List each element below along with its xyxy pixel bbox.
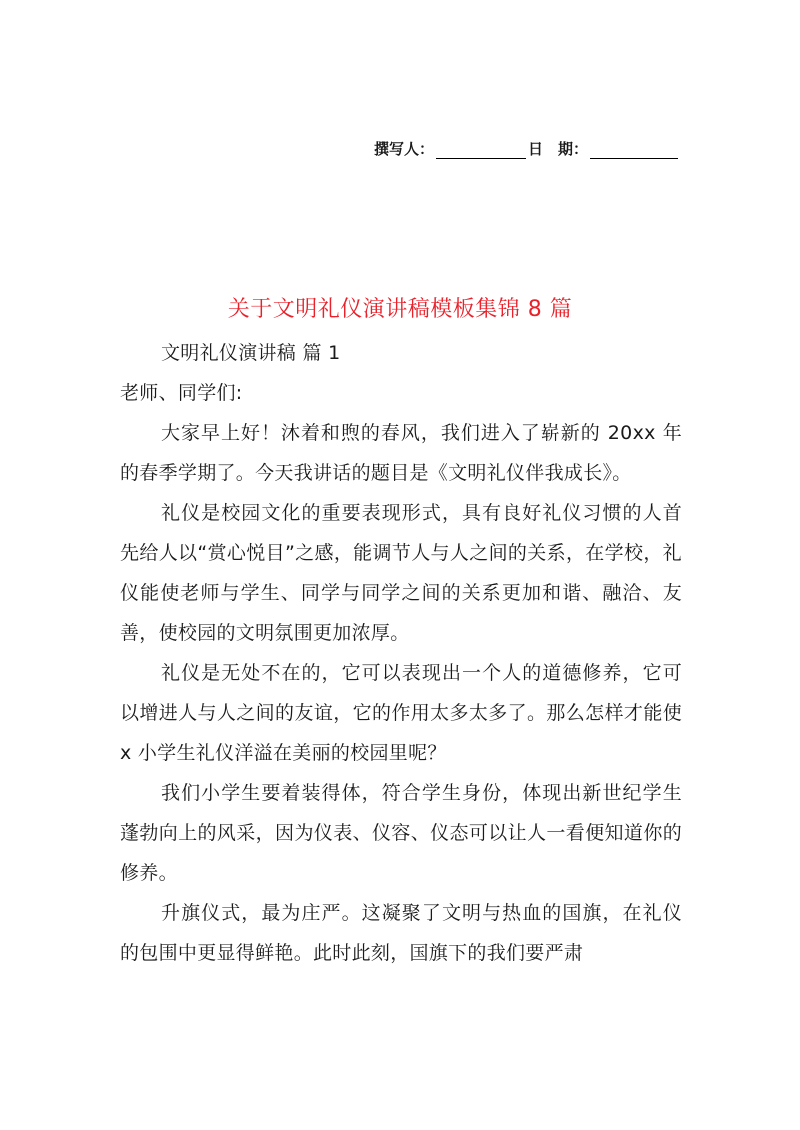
date-blank-line — [590, 142, 678, 159]
paragraph: 我们小学生要着装得体，符合学生身份，体现出新世纪学生蓬勃向上的风采，因为仪表、仪容、仪态可以让人一看便知道你的修养。 — [120, 782, 682, 884]
paragraph: 大家早上好！沐着和煦的春风，我们进入了崭新的 20xx 年的春季学期了。今天我讲话的题目是《文明礼仪伴我成长》。 — [120, 422, 682, 484]
section-heading: 文明礼仪演讲稿 篇 1 — [161, 342, 341, 364]
author-label: 撰写人： — [373, 140, 434, 158]
paragraph: 礼仪是校园文化的重要表现形式，具有良好礼仪习惯的人首先给人以“赏心悦目”之感，能调节人与人之间的关系，在学校，礼仪能使老师与学生、同学与同学之间的关系更加和谐、融洽、友善，使校园的文明氛围更加浓厚。 — [120, 502, 682, 644]
author-blank-line — [436, 142, 526, 159]
paragraph: 礼仪是无处不在的，它可以表现出一个人的道德修养，它可以增进人与人之间的友谊，它的作用太多太多了。那么怎样才能使 x 小学生礼仪洋溢在美丽的校园里呢？ — [120, 662, 682, 764]
document-title: 关于文明礼仪演讲稿模板集锦 8 篇 — [227, 297, 573, 322]
salutation: 老师、同学们: — [120, 382, 243, 404]
date-label: 日 期： — [527, 140, 588, 158]
document-meta-line — [374, 138, 680, 159]
document-body — [120, 333, 682, 973]
paragraph: 升旗仪式，最为庄严。这凝聚了文明与热血的国旗，在礼仪的包围中更显得鲜艳。此时此刻，国旗下的我们要严肃 — [120, 902, 682, 964]
